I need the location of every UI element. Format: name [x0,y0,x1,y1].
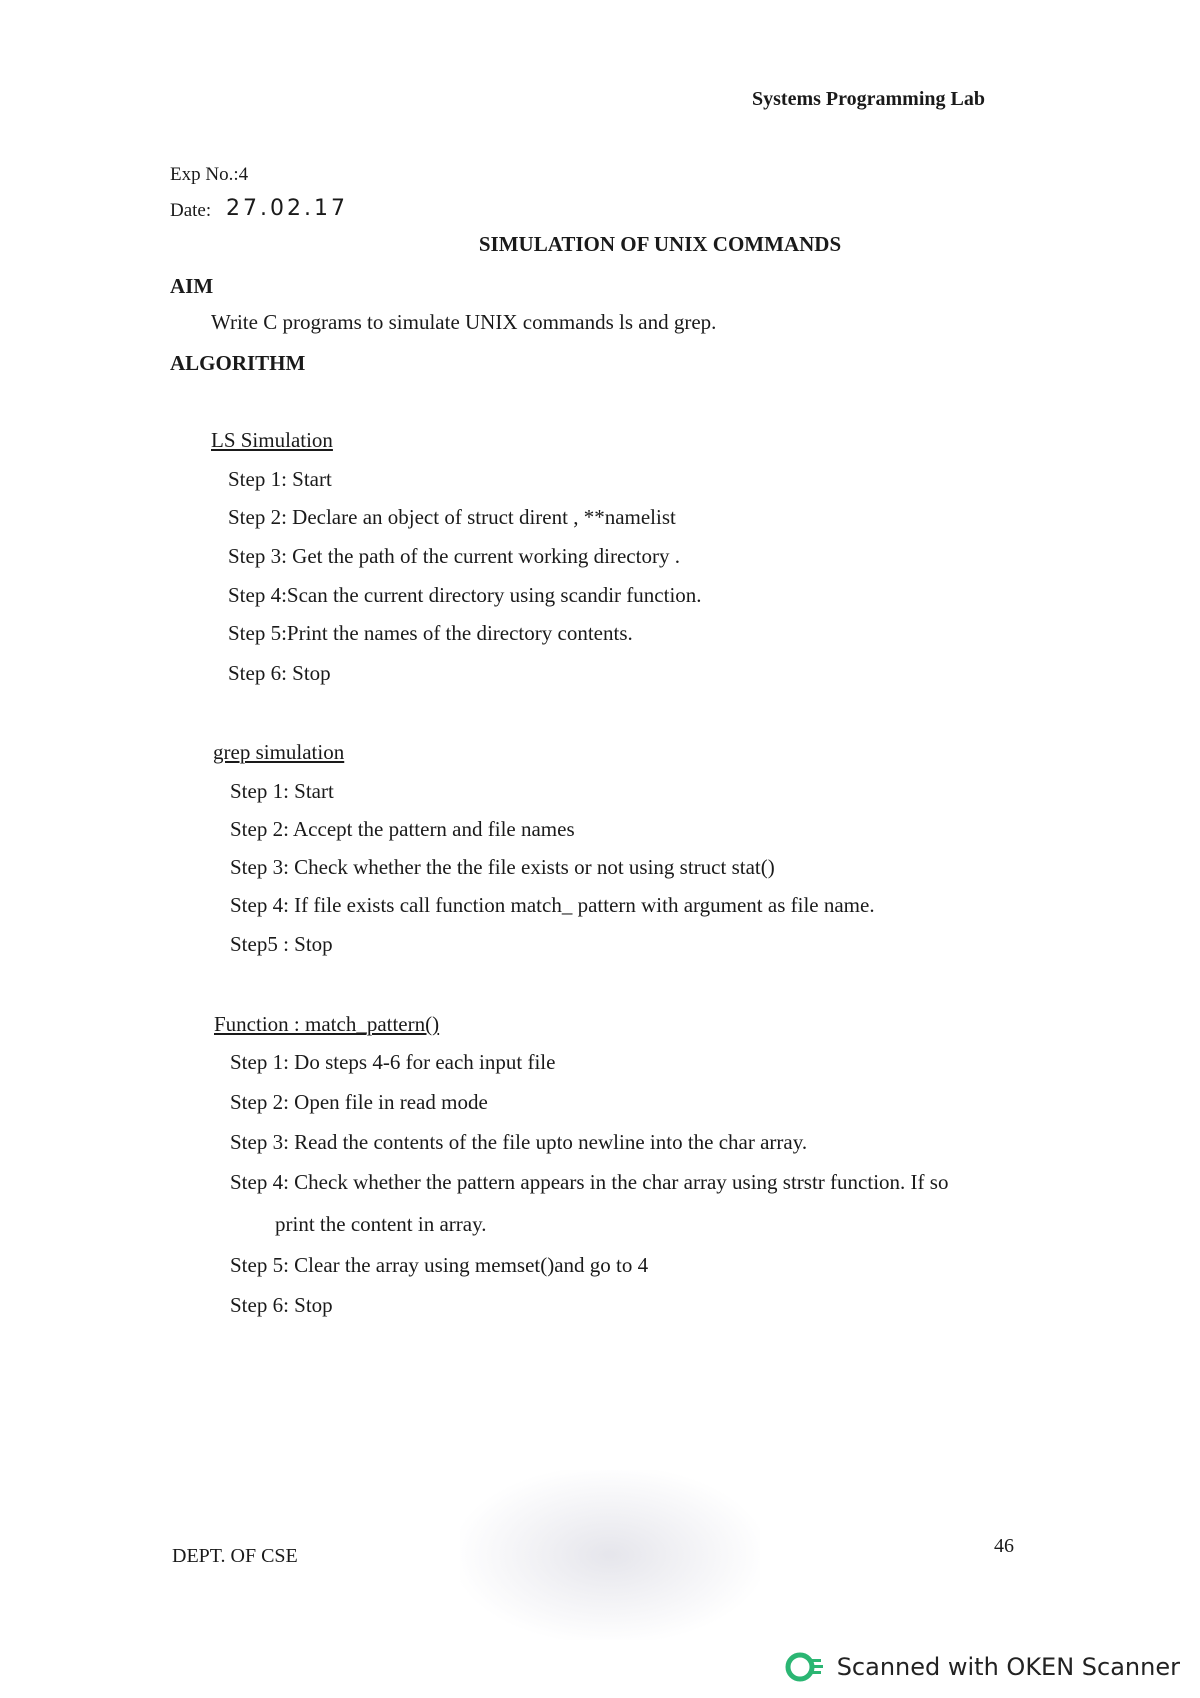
oken-scanner-logo-icon [785,1652,827,1682]
aim-text: Write C programs to simulate UNIX commands ls and grep. [211,310,717,334]
ls-step: Step 6: Stop [228,661,331,685]
grep-step: Step5 : Stop [230,932,333,956]
lab-title: Systems Programming Lab [752,88,985,110]
page-number: 46 [994,1535,1014,1557]
match-step: Step 4: Check whether the pattern appears in the char array using strstr function. If so [230,1170,949,1194]
match-step: Step 1: Do steps 4-6 for each input file [230,1050,556,1074]
match-step: Step 5: Clear the array using memset()and go to 4 [230,1253,649,1277]
ls-simulation-heading: LS Simulation [211,428,333,452]
exp-number: Exp No.:4 [170,164,249,185]
ls-step: Step 4:Scan the current directory using scandir function. [228,583,702,607]
grep-step: Step 2: Accept the pattern and file names [230,817,575,841]
match-step: Step 2: Open file in read mode [230,1090,488,1114]
algorithm-heading: ALGORITHM [170,351,306,375]
match-step-continuation: print the content in array. [275,1212,487,1236]
grep-step: Step 1: Start [230,779,334,803]
footer-dept: DEPT. OF CSE [172,1545,298,1567]
ls-step: Step 2: Declare an object of struct dirent , **namelist [228,505,676,529]
scanner-watermark [785,1652,1180,1682]
aim-heading: AIM [170,274,214,298]
page-title: SIMULATION OF UNIX COMMANDS [478,232,842,256]
match-step: Step 6: Stop [230,1293,333,1317]
scanner-text: Scanned with OKEN Scanner [836,1653,1180,1681]
grep-step: Step 4: If file exists call function match_ pattern with argument as file name. [230,893,875,917]
match-pattern-heading: Function : match_pattern() [214,1012,440,1036]
ls-step: Step 1: Start [228,467,332,491]
scan-smudge [460,1470,760,1640]
ls-step: Step 5:Print the names of the directory contents. [228,621,633,645]
match-step: Step 3: Read the contents of the file upto newline into the char array. [230,1130,808,1154]
date-label: Date: [170,200,212,221]
ls-step: Step 3: Get the path of the current working directory . [228,544,680,568]
grep-simulation-heading: grep simulation [213,740,345,764]
date-value: 27.02.17 [226,196,348,221]
grep-step: Step 3: Check whether the the file exists or not using struct stat() [230,855,775,879]
